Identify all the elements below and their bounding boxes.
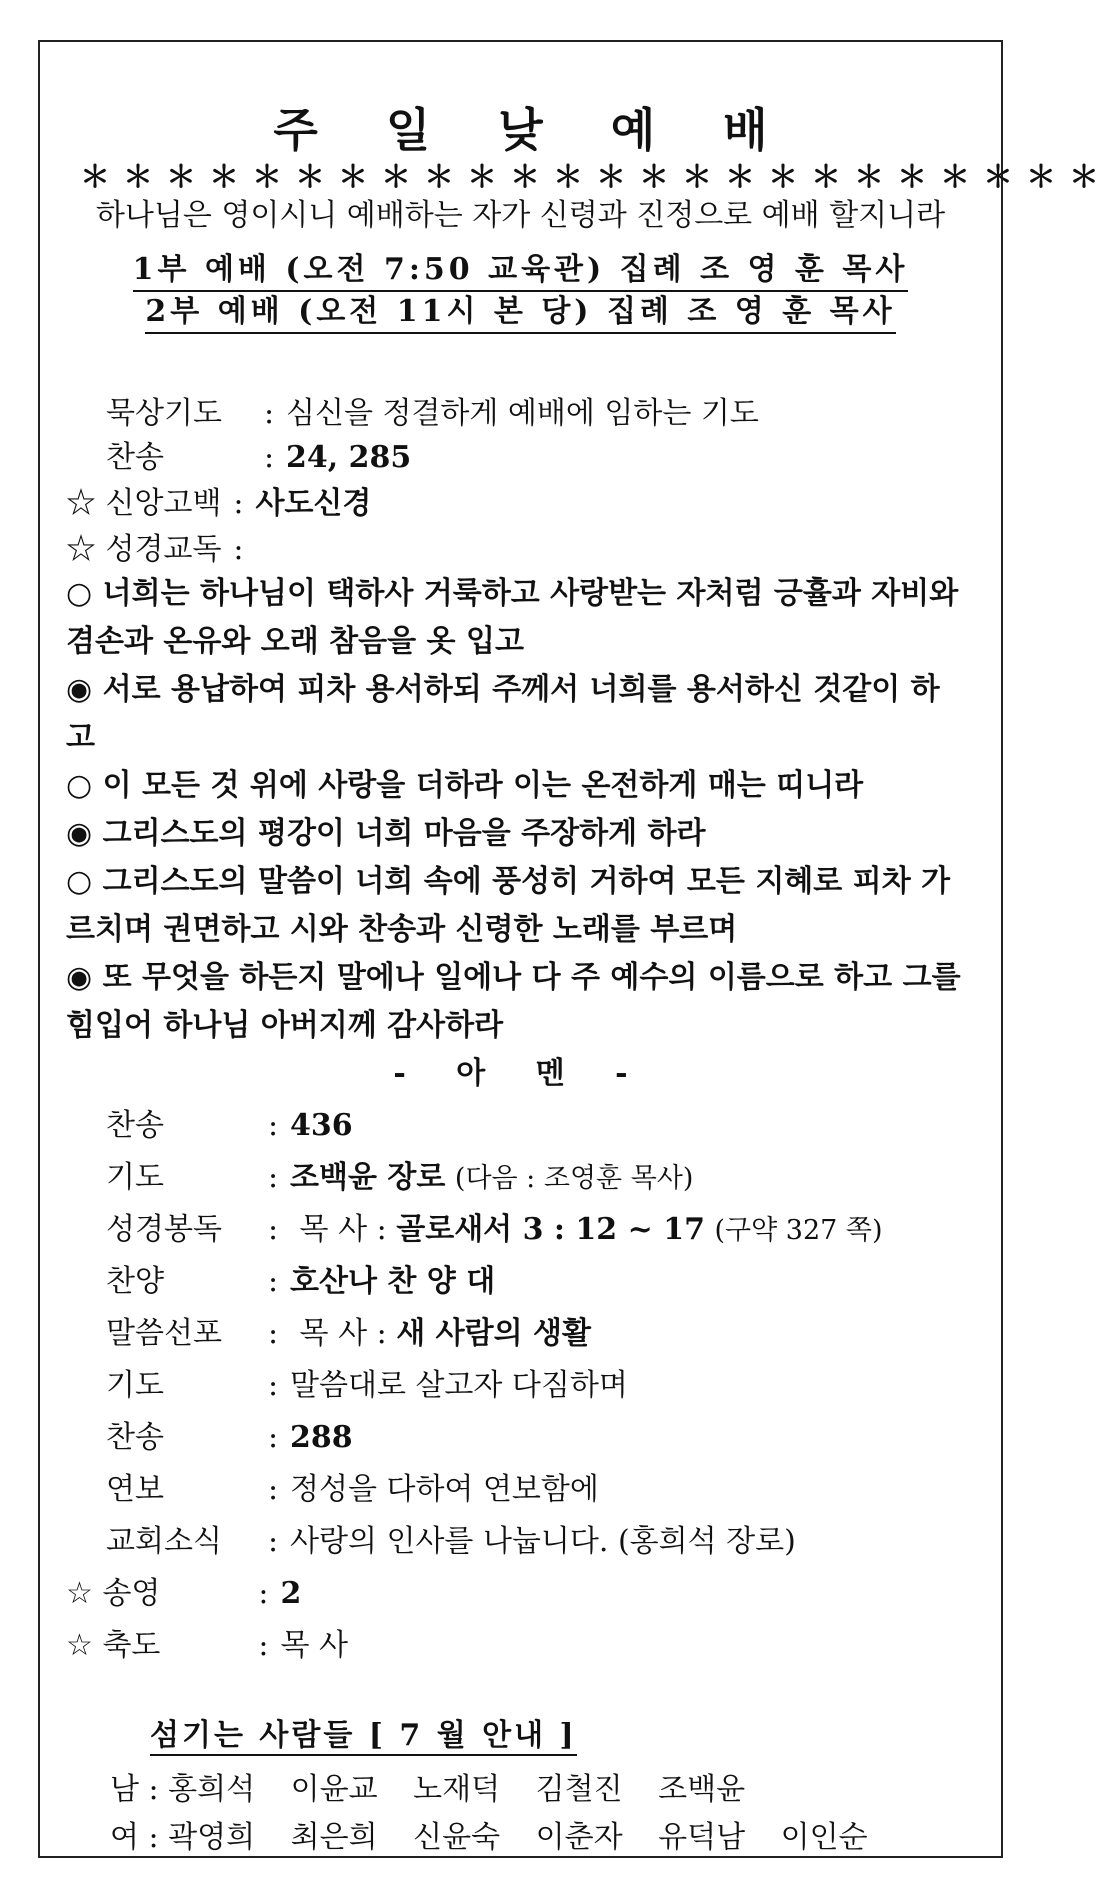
responsive-reading: [66, 570, 966, 1050]
amen-line: - 아 멘 -: [393, 1056, 648, 1091]
star-mark-icon: ☆: [66, 486, 96, 521]
reading-line: ○ 이 모든 것 위에 사랑을 더하라 이는 온전하게 매는 띠니라: [66, 768, 864, 803]
order-item-hymn-2: 찬송 : 436: [106, 1108, 353, 1143]
usher-name: 곽영희: [168, 1820, 256, 1855]
ushers-title: 섬기는 사람들 [ 7 월 안내 ]: [150, 1710, 577, 1756]
order-item-choir: 찬양 : 호산나 찬 양 대: [106, 1264, 496, 1299]
order-item-doxology: ☆ 송영 : 2: [66, 1576, 302, 1611]
scripture-verse: 하나님은 영이시니 예배하는 자가 신령과 진정으로 예배 할지니라: [95, 198, 946, 233]
order-item-benediction: ☆ 축도 : 목 사: [66, 1628, 348, 1663]
reading-line: ◉ 또 무엇을 하든지 말에나 일에나 다 주 예수의 이름으로 하고 그를 힘입어 하나님 아버지께 감사하라: [66, 960, 961, 1043]
order-item-creed: ☆ 신앙고백 : 사도신경: [66, 486, 372, 521]
usher-name: 이춘자: [535, 1820, 623, 1855]
usher-name: 조백윤: [658, 1772, 746, 1807]
order-item-prayer: 기도 : 조백윤 장로 (다음 : 조영훈 목사): [106, 1160, 694, 1195]
order-item-news: 교회소식 : 사랑의 인사를 나눕니다. (홍희석 장로): [106, 1524, 796, 1559]
usher-name: 노재덕: [413, 1772, 501, 1807]
order-item-prayer-2: 기도 : 말씀대로 살고자 다짐하며: [106, 1368, 628, 1403]
usher-name: 김철진: [535, 1772, 623, 1807]
ushers-men: 남 : 홍희석 이윤교 노재덕 김철진 조백윤: [110, 1772, 746, 1807]
bulletin-frame: [38, 40, 1112, 1858]
star-mark-icon: ☆: [66, 1576, 93, 1611]
usher-name: 최은희: [290, 1820, 378, 1855]
reading-line: ◉ 서로 용납하여 피차 용서하되 주께서 너희를 용서하신 것같이 하고: [66, 672, 940, 755]
order-item-scripture: 성경봉독 : 목 사 : 골로새서 3 : 12 ~ 17 (구약 327 쪽): [106, 1212, 883, 1247]
usher-name: 이인순: [780, 1820, 868, 1855]
service-first: 1부 예배 (오전 7:50 교육관) 집례 조 영 훈 목사: [40, 244, 1001, 292]
order-item-reading: ☆ 성경교독 :: [66, 532, 244, 567]
usher-name: 이윤교: [290, 1772, 378, 1807]
usher-name: 홍희석: [168, 1772, 256, 1807]
order-item-hymn-3: 찬송 : 288: [106, 1420, 353, 1455]
star-mark-icon: ☆: [66, 1628, 93, 1663]
order-item-hymn: 찬송 : 24, 285: [106, 440, 412, 475]
page-title: 주 일 낮 예 배: [273, 103, 794, 157]
reading-line: ◉ 그리스도의 평강이 너희 마음을 주장하게 하라: [66, 816, 706, 851]
star-mark-icon: ☆: [66, 532, 96, 567]
usher-name: 유덕남: [658, 1820, 746, 1855]
order-item-sermon: 말씀선포 : 목 사 : 새 사람의 생활: [106, 1316, 592, 1351]
order-item-meditation: 묵상기도 : 심신을 정결하게 예배에 임하는 기도: [106, 396, 759, 431]
service-second: 2부 예배 (오전 11시 본 당) 집례 조 영 훈 목사: [40, 286, 1001, 334]
order-item-offering: 연보 : 정성을 다하여 연보함에: [106, 1472, 599, 1507]
reading-line: ○ 그리스도의 말씀이 너희 속에 풍성히 거하여 모든 지혜로 피차 가르치며 권면하고 시와 찬송과 신령한 노래를 부르며: [66, 864, 951, 947]
star-divider: ＊＊＊＊＊＊＊＊＊＊＊＊＊＊＊＊＊＊＊＊＊＊＊＊: [80, 160, 1112, 195]
ushers-women: 여 : 곽영희 최은희 신윤숙 이춘자 유덕남 이인순: [110, 1820, 868, 1855]
reading-line: ○ 너희는 하나님이 택하사 거룩하고 사랑받는 자처럼 긍휼과 자비와 겸손과 온유와 오래 참음을 옷 입고: [66, 576, 959, 659]
usher-name: 신윤숙: [413, 1820, 501, 1855]
